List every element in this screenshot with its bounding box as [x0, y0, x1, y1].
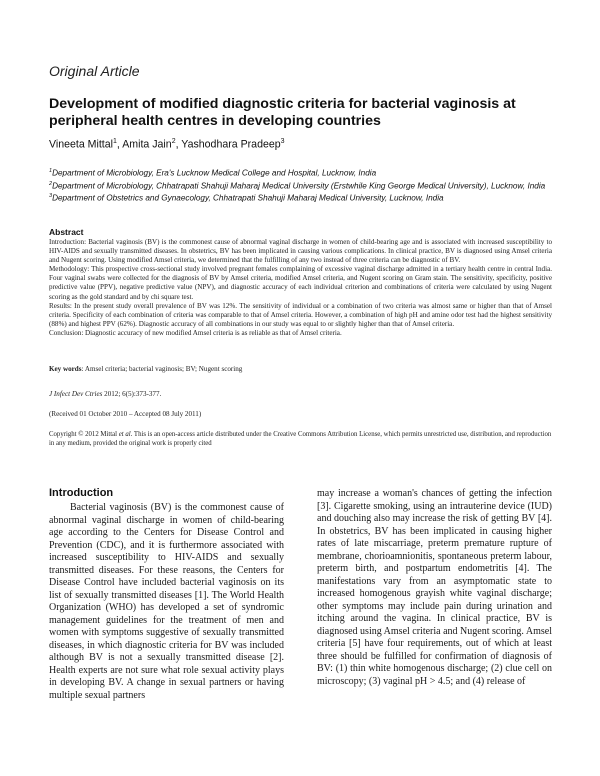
author-affil-ref: 3 — [280, 138, 285, 145]
author-name: Amita Jain — [122, 138, 172, 151]
affiliation: $^2$Department of Microbiology, Chhatrapati Shahuji Maharaj Medical University (Erstwhile King George Medical University), Lucknow, India — [49, 180, 546, 191]
author-list: Vineeta Mittal$^1$, Amita Jain$^2$, Yashodhara Pradeep$^3$ — [49, 138, 285, 151]
keywords — [49, 365, 552, 374]
abstract-body — [49, 238, 552, 338]
keywords-text: : Amsel criteria; bacterial vaginosis; BV; Nugent scoring — [81, 365, 243, 373]
abstract-results: Results: In the present study overall prevalence of BV was 12%. The sensitivity of individual or a combination of two criteria was almost same or higher than that of Amsel criteria. Specificity of each combination of criteria was comparable to that of Amsel criteria. However, a combination of high pH and amine odor test had the highest sensitivity (88%) and highest PPV (62%). Diagnostic accuracy of all combinations in our study was equal to or slightly higher than that of Amsel criteria. — [49, 301, 552, 328]
introduction-right-column: may increase a woman's chances of getting the infection [3]. Cigarette smoking, using an intrauterine device (IUD) and douching also may increase the risk of getting BV [4]. In obstetrics, BV has been implicated in causing higher rates of late miscarriage, preterm premature rupture of membrane, chorioamnionitis, spontaneous preterm labour, preterm birth, and postpartum endometritis [4]. The manifestations vary from an asymptomatic state to increased homogenous grayish white vaginal discharge; other symptoms may include pain during urination and itching around the vagina. In clinical practice, BV is diagnosed using Amsel criteria and Nugent scoring. Amsel criteria [5] have four requirements, out of which at least three should be fulfilled for confirmation of diagnosis of BV: (1) thin white homogenous discharge; (2) clue cell on microscopy; (3) vaginal pH > 4.5; and (4) release of — [317, 488, 552, 687]
received-dates: (Received 01 October 2010 – Accepted 08 July 2011) — [49, 410, 202, 418]
abstract-heading: Abstract — [49, 227, 84, 237]
abstract-methodology: Methodology: This prospective cross-sectional study involved pregnant females complaining of excessive vaginal discharge admitted in a tertiary health centre in central India. Four vaginal swabs were collected for the diagnosis of BV by Amsel criteria, modified Amsel criteria, and Nugent scoring on Gram stain. The sensitivity, specificity, positive predictive value (PPV), negative predictive value (NPV), and diagnostic accuracy of each individual criterion and combinations of criteria were calculated by using Nugent scoring as the gold standard and by chi square test. — [49, 265, 552, 301]
author-affil-ref: 2 — [171, 138, 176, 145]
introduction-heading: Introduction — [49, 487, 114, 499]
author-affil-ref: 1 — [113, 138, 117, 145]
author-name: Yashodhara Pradeep — [181, 138, 281, 151]
abstract-conclusion: Conclusion: Diagnostic accuracy of new modified Amsel criteria is as reliable as that of Amsel criteria. — [49, 328, 342, 337]
citation — [49, 390, 161, 398]
author-name: Vineeta Mittal — [49, 138, 113, 151]
introduction-left-column: Bacterial vaginosis (BV) is the commonest cause of abnormal vaginal discharge in women of child-bearing age according to the Centers for Disease Control and Prevention (CDC), and it is furthermore associated with increased susceptibility to HIV-AIDS and sexually transmitted diseases. For these reasons, the Centers for Disease Control have included bacterial vaginosis on its list of sexually transmitted diseases [1]. The World Health Organization (WHO) has developed a set of syndromic management guidelines for the treatment of men and women with symptoms suggestive of sexually transmitted diseases, in which diagnostic criteria for BV was included although BV is not a sexually transmitted disease [2]. Health experts are not sure what role sexual activity plays in developing BV. A change in sexual partners or having multiple sexual partners — [49, 502, 284, 701]
affiliations — [49, 166, 559, 204]
article-title: Development of modified diagnostic criteria for bacterial vaginosis at peripheral health centres in developing countries — [49, 96, 516, 129]
abstract-introduction: Introduction: Bacterial vaginosis (BV) is the commonest cause of abnormal vaginal discharge in women of child-bearing age and is associated with increased susceptibility to HIV-AIDS and sexually transmitted diseases. In obstetrics, BV has been implicated in causing various complications. In clinical practice, BV is diagnosed using Amsel criteria and Nugent scoring. Using modified Amsel criteria, we determined that the fulfilling of any two instead of three criteria can be diagnostic of BV. — [49, 238, 552, 265]
keywords-label: Key words — [49, 365, 82, 373]
copyright-notice: Copyright © 2012 Mittal et al. This is an open-access article distributed under the Creative Commons Attribution License, which permits unrestricted use, distribution, and reproduction in any medium, provided the original work is properly cited — [49, 431, 552, 447]
journal-name: J Infect Dev Ctries — [49, 390, 103, 398]
article-type: Original Article — [49, 63, 140, 79]
affiliation: $^3$Department of Obstetrics and Gynaecology, Chhatrapati Shahuji Maharaj Medical University, Lucknow, India — [49, 193, 444, 204]
affiliation: $^1$Department of Microbiology, Era's Lucknow Medical College and Hospital, Lucknow, India — [49, 168, 377, 178]
citation-details: 2012; 6(5):373-377. — [102, 390, 162, 398]
